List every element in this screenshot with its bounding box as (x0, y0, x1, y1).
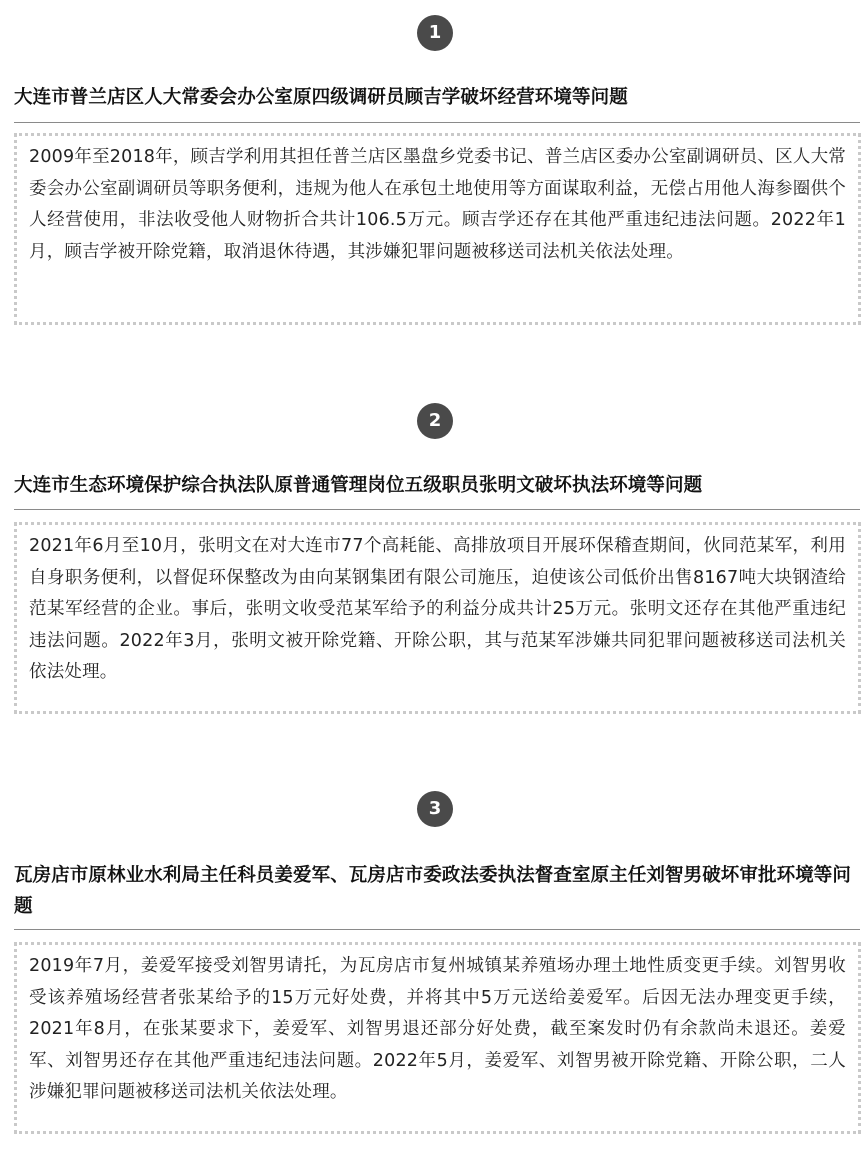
case-3-title: 瓦房店市原林业水利局主任科员姜爱军、瓦房店市委政法委执法督查室原主任刘智男破坏审批环境等问题 (14, 865, 852, 917)
case-3-number-badge: 3 (417, 791, 453, 827)
case-2-title: 大连市生态环境保护综合执法队原普通管理岗位五级职员张明文破坏执法环境等问题 (14, 475, 703, 496)
case-3-divider (14, 929, 860, 930)
case-3-body-text: 2019年7月，姜爱军接受刘智男请托，为瓦房店市复州城镇某养殖场办理土地性质变更手续。刘智男收受该养殖场经营者张某给予的15万元好处费，并将其中5万元送给姜爱军。后因无法办理变更手续，2021年8月，在张某要求下，姜爱军、刘智男退还部分好处费，截至案发时仍有余款尚未退还。姜爱军、刘智男还存在其他严重违纪违法问题。2022年5月，姜爱军、刘智男被开除党籍、开除公职，二人涉嫌犯罪问题被移送司法机关依法处理。 (29, 956, 846, 1102)
case-1-body-box (14, 133, 861, 325)
case-2-number-badge: 2 (417, 403, 453, 439)
case-1-number-badge: 1 (417, 15, 453, 51)
case-2-divider (14, 509, 860, 510)
case-2-body-box (14, 522, 861, 714)
case-3-body-box (14, 942, 861, 1134)
case-1-title: 大连市普兰店区人大常委会办公室原四级调研员顾吉学破坏经营环境等问题 (14, 87, 628, 108)
case-1-divider (14, 122, 860, 123)
case-1-body-text: 2009年至2018年，顾吉学利用其担任普兰店区墨盘乡党委书记、普兰店区委办公室副调研员、区人大常委会办公室副调研员等职务便利，违规为他人在承包土地使用等方面谋取利益，无偿占用他人海参圈供个人经营使用，非法收受他人财物折合共计106.5万元。顾吉学还存在其他严重违纪违法问题。2022年1月，顾吉学被开除党籍，取消退休待遇，其涉嫌犯罪问题被移送司法机关依法处理。 (29, 147, 846, 262)
case-2-body-text: 2021年6月至10月，张明文在对大连市77个高耗能、高排放项目开展环保稽查期间，伙同范某军，利用自身职务便利，以督促环保整改为由向某钢集团有限公司施压，迫使该公司低价出售8167吨大块钢渣给范某军经营的企业。事后，张明文收受范某军给予的利益分成共计25万元。张明文还存在其他严重违纪违法问题。2022年3月，张明文被开除党籍、开除公职，其与范某军涉嫌共同犯罪问题被移送司法机关依法处理。 (29, 536, 846, 682)
